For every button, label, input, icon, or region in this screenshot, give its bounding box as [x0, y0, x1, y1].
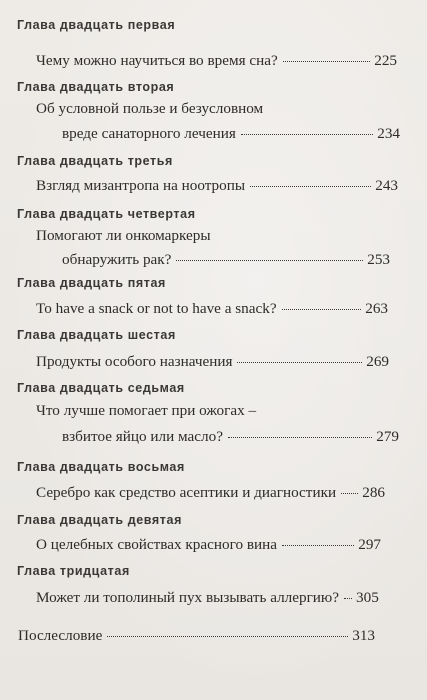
- chapter-title: Что лучше помогает при ожогах –: [36, 402, 257, 419]
- dot-leader: [176, 260, 363, 261]
- dot-leader: [282, 309, 362, 310]
- page-number: 243: [375, 177, 398, 194]
- chapter-title: Может ли тополиный пух вызывать аллергию?: [36, 589, 340, 606]
- chapter-title: To have a snack or not to have a snack?: [36, 300, 277, 317]
- dot-leader: [282, 545, 354, 546]
- toc-entry[interactable]: [62, 428, 399, 446]
- chapter-heading: Глава двадцать пятая: [17, 276, 166, 290]
- dot-leader: [228, 437, 372, 438]
- toc-entry[interactable]: [62, 125, 400, 143]
- chapter-title: Взгляд мизантропа на ноотропы: [36, 177, 246, 194]
- chapter-title-continued: взбитое яйцо или масло?: [62, 428, 223, 445]
- chapter-heading: Глава двадцать девятая: [17, 513, 182, 527]
- dot-leader: [237, 362, 362, 363]
- page-number: 253: [367, 251, 390, 268]
- page-number: 305: [356, 589, 379, 606]
- chapter-heading: Глава двадцать восьмая: [17, 460, 185, 474]
- toc-entry[interactable]: [62, 251, 390, 269]
- toc-entry[interactable]: [36, 177, 398, 195]
- chapter-title: О целебных свойствах красного вина: [36, 536, 277, 553]
- toc-entry[interactable]: [36, 589, 379, 607]
- dot-leader: [107, 636, 348, 637]
- chapter-heading: Глава тридцатая: [17, 564, 130, 578]
- dot-leader: [283, 61, 371, 62]
- chapter-title: Чему можно научиться во время сна?: [36, 52, 278, 69]
- page-number: 297: [358, 536, 381, 553]
- toc-entry[interactable]: [36, 300, 388, 318]
- page-number: 225: [374, 52, 397, 69]
- toc-entry[interactable]: [36, 536, 381, 554]
- chapter-title: Об условной пользе и безусловном: [36, 100, 264, 117]
- toc-entry-afterword[interactable]: [18, 627, 375, 645]
- page-number: 269: [366, 353, 389, 370]
- toc-entry[interactable]: [36, 484, 385, 502]
- chapter-heading: Глава двадцать седьмая: [17, 381, 185, 395]
- page-number: 263: [365, 300, 388, 317]
- chapter-title: Помогают ли онкомаркеры: [36, 227, 211, 244]
- chapter-title: Серебро как средство асептики и диагностики: [36, 484, 337, 501]
- toc-entry[interactable]: [36, 52, 397, 70]
- chapter-heading: Глава двадцать четвертая: [17, 207, 196, 221]
- chapter-title-continued: обнаружить рак?: [62, 251, 172, 268]
- chapter-title-continued: вреде санаторного лечения: [62, 125, 236, 142]
- dot-leader: [250, 186, 371, 187]
- chapter-heading: Глава двадцать первая: [17, 18, 176, 32]
- afterword-title: Послесловие: [18, 627, 103, 644]
- chapter-heading: Глава двадцать третья: [17, 154, 173, 168]
- page-number: 234: [377, 125, 400, 142]
- page-number: 313: [352, 627, 375, 644]
- chapter-title: Продукты особого назначения: [36, 353, 233, 370]
- page-number: 286: [362, 484, 385, 501]
- page-number: 279: [376, 428, 399, 445]
- chapter-heading: Глава двадцать шестая: [17, 328, 176, 342]
- dot-leader: [241, 134, 373, 135]
- toc-entry[interactable]: [36, 353, 389, 371]
- dot-leader: [341, 493, 358, 494]
- dot-leader: [344, 598, 352, 599]
- chapter-heading: Глава двадцать вторая: [17, 80, 175, 94]
